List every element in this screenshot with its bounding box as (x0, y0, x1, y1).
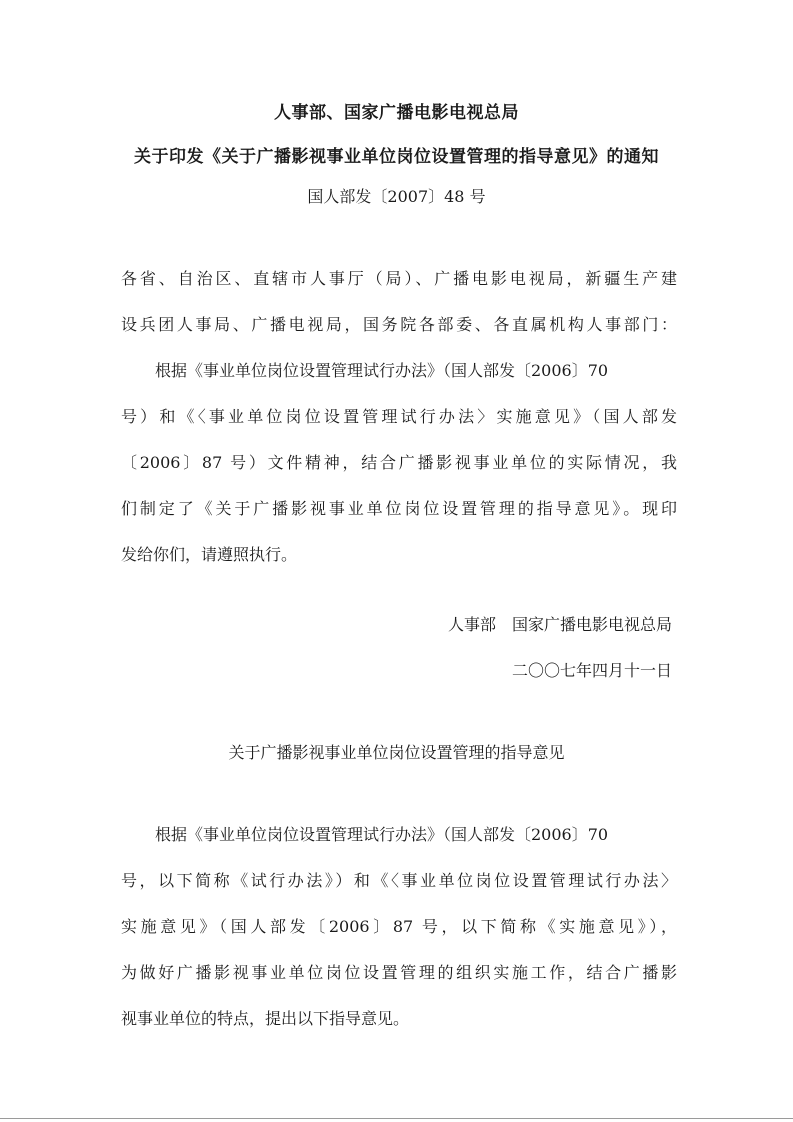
addressee-line-1: 各省、自治区、直辖市人事厅（局）、广播电影电视局，新疆生产建 (121, 269, 677, 288)
guidance-body-line-5: 视事业单位的特点，提出以下指导意见。 (121, 1009, 410, 1028)
guidance-body-line-1: 根据《事业单位岗位设置管理试行办法》（国人部发〔2006〕70 (155, 825, 609, 844)
addressee-line-2: 设兵团人事局、广播电视局，国务院各部委、各直属机构人事部门： (121, 315, 677, 334)
signatory: 人事部 国家广播电影电视总局 (447, 615, 672, 634)
document-number: 国人部发〔2007〕48 号 (307, 187, 486, 206)
notice-title-line-2: 关于印发《关于广播影视事业单位岗位设置管理的指导意见》的通知 (134, 147, 659, 167)
guidance-body-line-3: 实施意见》（国人部发〔2006〕87 号，以下简称《实施意见》）， (121, 917, 677, 936)
page-bottom-divider (0, 1118, 793, 1119)
guidance-heading: 关于广播影视事业单位岗位设置管理的指导意见 (228, 743, 565, 762)
notice-body-line-2: 号）和《〈事业单位岗位设置管理试行办法〉实施意见》（国人部发 (121, 407, 677, 426)
notice-body-line-3: 〔2006〕87 号）文件精神，结合广播影视事业单位的实际情况，我 (121, 453, 677, 472)
notice-body-line-4: 们制定了《关于广播影视事业单位岗位设置管理的指导意见》。现印 (121, 499, 677, 518)
notice-body-line-5: 发给你们，请遵照执行。 (121, 545, 298, 564)
notice-title-line-1: 人事部、国家广播电影电视总局 (274, 103, 519, 123)
guidance-body-line-2: 号，以下简称《试行办法》）和《〈事业单位岗位设置管理试行办法〉 (121, 871, 677, 890)
issue-date: 二〇〇七年四月十一日 (511, 661, 672, 680)
guidance-body-line-4: 为做好广播影视事业单位岗位设置管理的组织实施工作，结合广播影 (121, 963, 677, 982)
notice-body-line-1: 根据《事业单位岗位设置管理试行办法》（国人部发〔2006〕70 (155, 361, 609, 380)
